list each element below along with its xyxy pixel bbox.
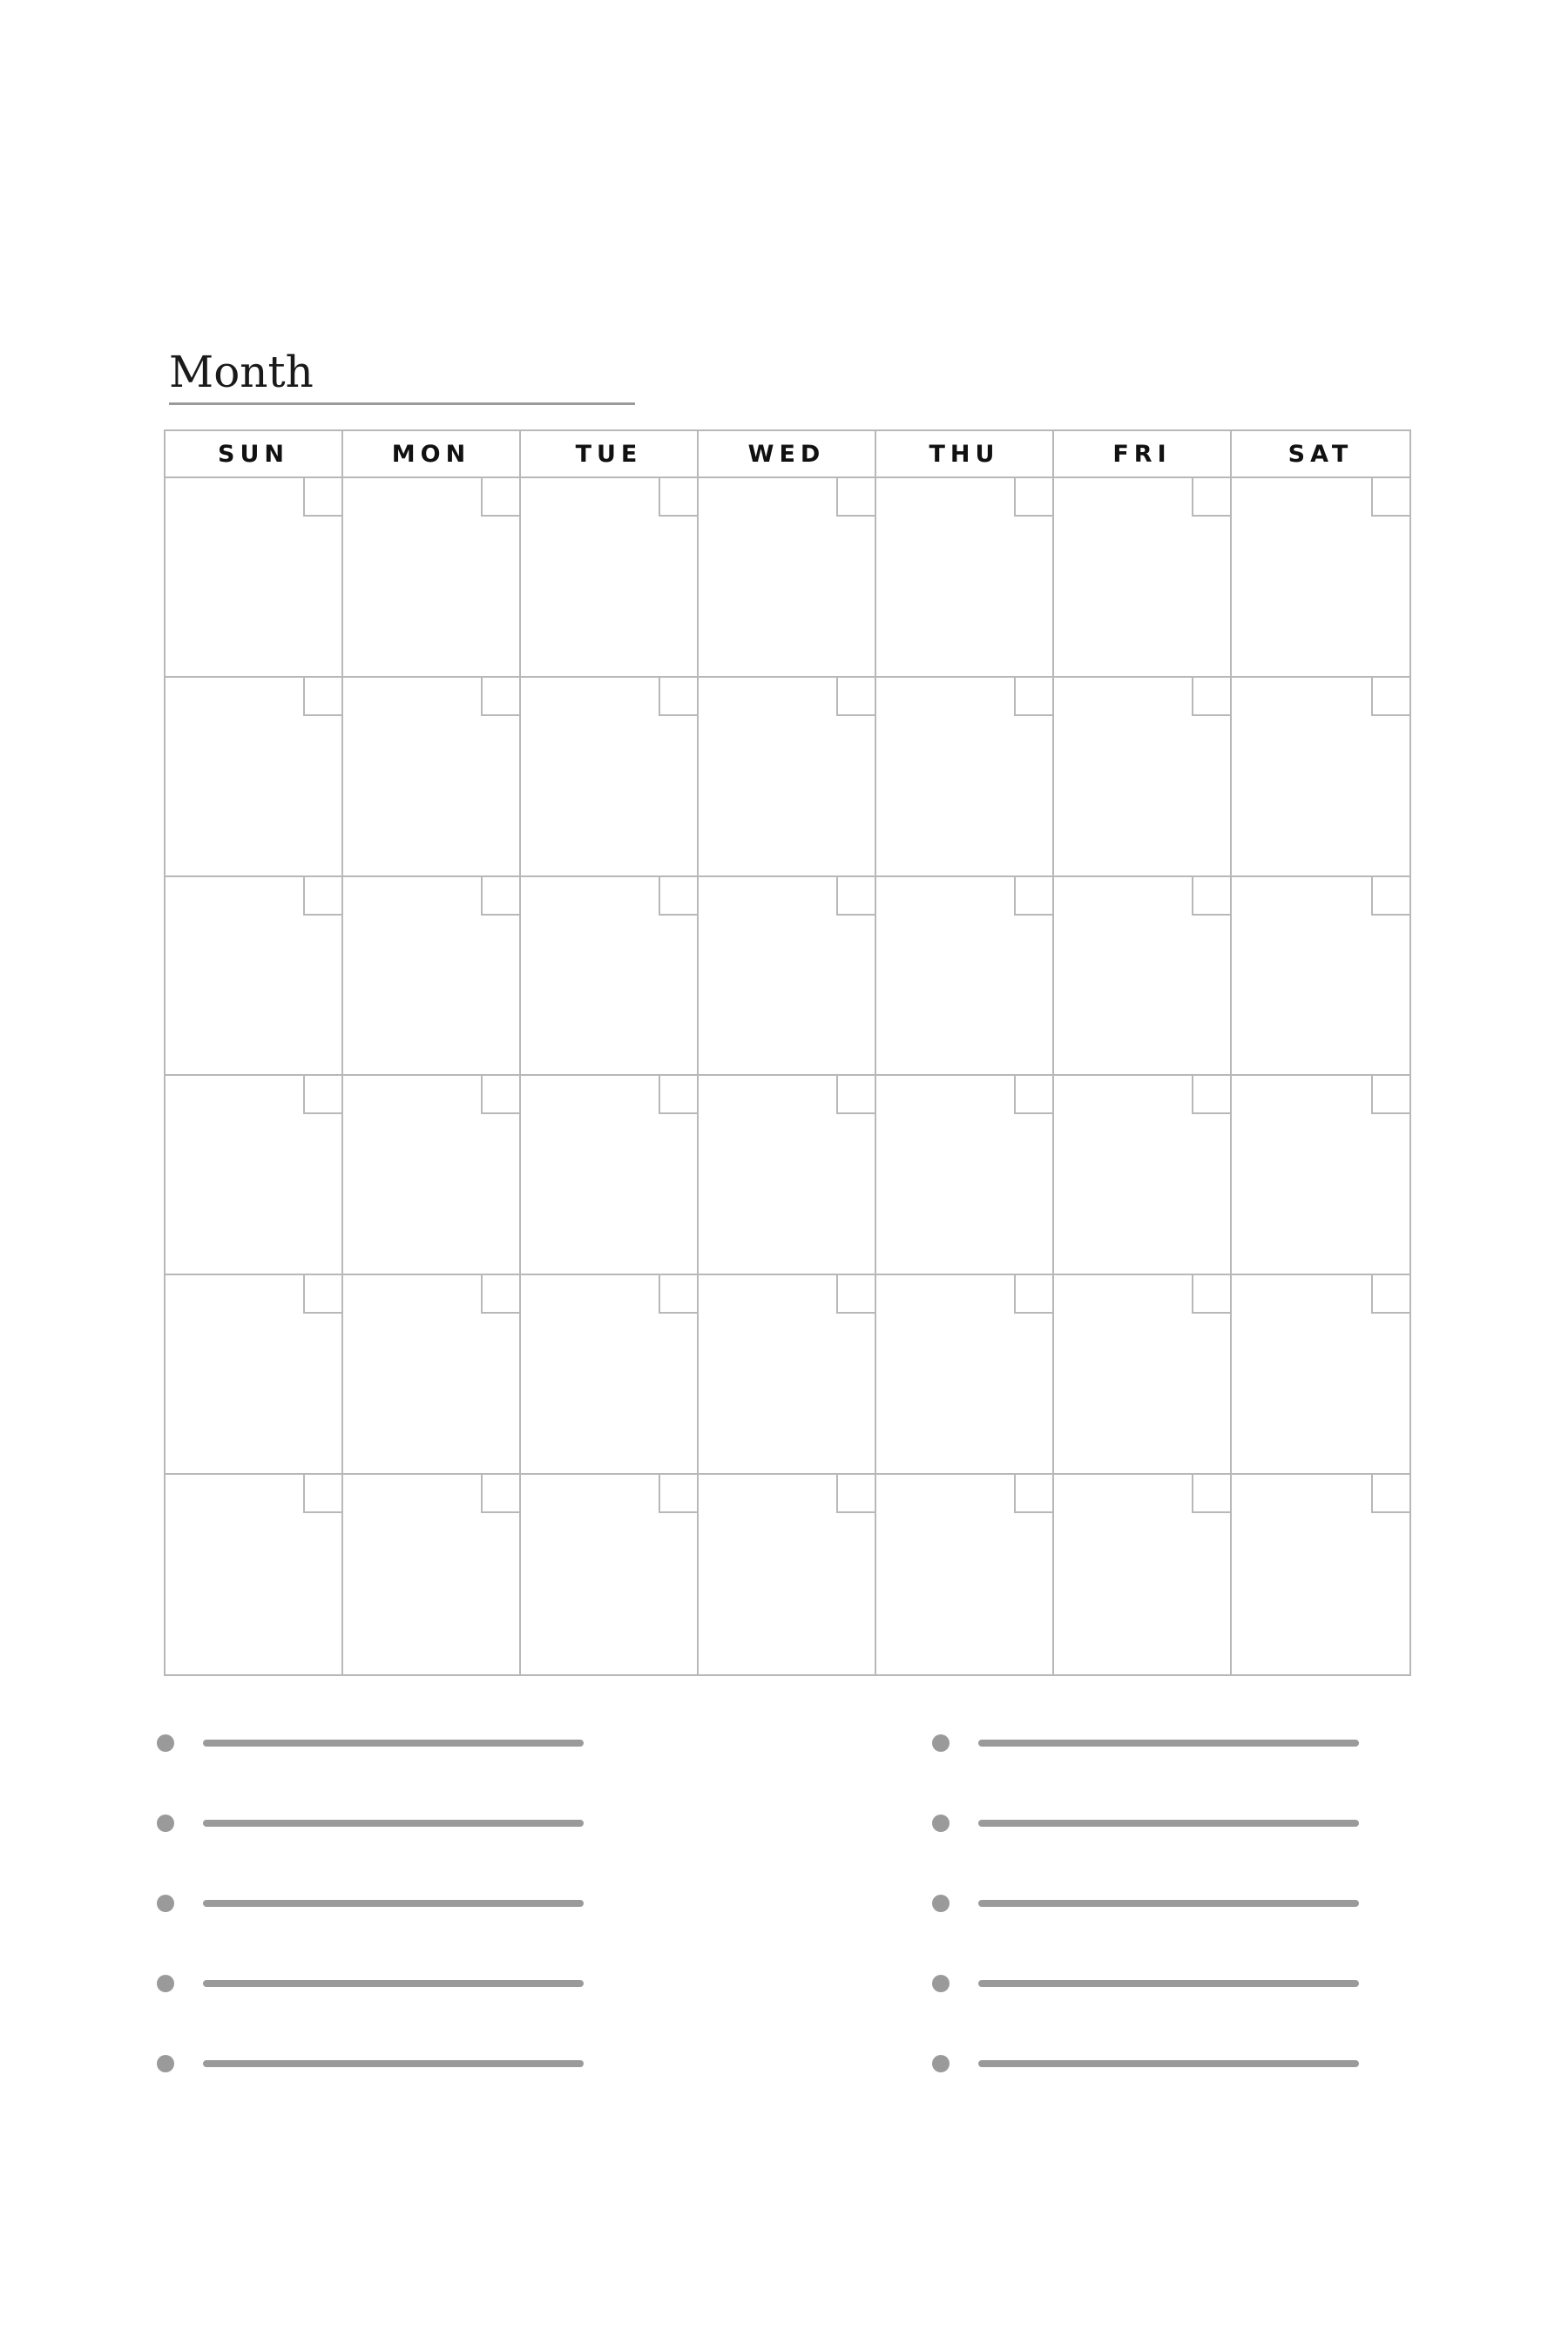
day-cell[interactable] xyxy=(876,478,1054,678)
writing-line xyxy=(978,2060,1359,2067)
day-cell[interactable] xyxy=(699,1475,876,1674)
weekday-header-sat: SAT xyxy=(1232,431,1409,478)
writing-line xyxy=(978,1740,1359,1747)
weekday-header-mon: MON xyxy=(343,431,521,478)
date-number-box[interactable] xyxy=(481,877,519,916)
note-line[interactable] xyxy=(932,1814,1368,1894)
day-cell[interactable] xyxy=(343,877,521,1077)
writing-line xyxy=(978,1900,1359,1907)
writing-line xyxy=(978,1980,1359,1987)
day-cell[interactable] xyxy=(166,1275,343,1475)
weekday-header-wed: WED xyxy=(699,431,876,478)
day-cell[interactable] xyxy=(166,1076,343,1275)
note-line[interactable] xyxy=(157,2054,592,2134)
note-line[interactable] xyxy=(932,1734,1368,1814)
date-number-box[interactable] xyxy=(303,1275,341,1314)
day-cell[interactable] xyxy=(699,678,876,877)
date-number-box[interactable] xyxy=(659,1076,697,1114)
day-cell[interactable] xyxy=(876,877,1054,1077)
date-number-box[interactable] xyxy=(481,478,519,517)
date-number-box[interactable] xyxy=(1371,1475,1409,1513)
writing-line xyxy=(203,1820,584,1827)
bullet-dot-icon xyxy=(157,2055,174,2072)
day-cell[interactable] xyxy=(521,877,699,1077)
day-cell[interactable] xyxy=(521,1275,699,1475)
date-number-box[interactable] xyxy=(659,478,697,517)
date-number-box[interactable] xyxy=(1371,877,1409,916)
day-cell[interactable] xyxy=(1232,678,1409,877)
date-number-box[interactable] xyxy=(1014,678,1052,716)
date-number-box[interactable] xyxy=(1192,1076,1230,1114)
writing-line xyxy=(203,1900,584,1907)
day-cell[interactable] xyxy=(521,678,699,877)
date-number-box[interactable] xyxy=(303,478,341,517)
bullet-dot-icon xyxy=(932,2055,950,2072)
date-number-box[interactable] xyxy=(836,1275,875,1314)
date-number-box[interactable] xyxy=(1371,1076,1409,1114)
bullet-dot-icon xyxy=(932,1975,950,1992)
day-cell[interactable] xyxy=(343,1475,521,1674)
weekday-header-fri: FRI xyxy=(1054,431,1232,478)
bullet-dot-icon xyxy=(157,1895,174,1912)
note-line[interactable] xyxy=(932,1974,1368,2054)
date-number-box[interactable] xyxy=(1192,877,1230,916)
note-line[interactable] xyxy=(157,1974,592,2054)
day-cell[interactable] xyxy=(521,478,699,678)
date-number-box[interactable] xyxy=(1192,678,1230,716)
month-title: Month xyxy=(169,347,314,397)
writing-line xyxy=(203,2060,584,2067)
date-number-box[interactable] xyxy=(836,1475,875,1513)
notes-list-left xyxy=(157,1734,592,2134)
day-cell[interactable] xyxy=(343,678,521,877)
date-number-box[interactable] xyxy=(836,478,875,517)
note-line[interactable] xyxy=(157,1734,592,1814)
day-cell[interactable] xyxy=(699,1275,876,1475)
date-number-box[interactable] xyxy=(659,678,697,716)
month-underline xyxy=(169,402,635,405)
date-number-box[interactable] xyxy=(481,1475,519,1513)
notes-list-right xyxy=(932,1734,1368,2134)
note-line[interactable] xyxy=(932,2054,1368,2134)
day-cell[interactable] xyxy=(1054,678,1232,877)
day-cell[interactable] xyxy=(343,478,521,678)
day-cell[interactable] xyxy=(1054,478,1232,678)
day-cell[interactable] xyxy=(166,478,343,678)
date-number-box[interactable] xyxy=(836,1076,875,1114)
date-number-box[interactable] xyxy=(659,1275,697,1314)
date-number-box[interactable] xyxy=(659,877,697,916)
day-cell[interactable] xyxy=(876,678,1054,877)
date-number-box[interactable] xyxy=(1371,478,1409,517)
date-number-box[interactable] xyxy=(1192,478,1230,517)
weekday-header-tue: TUE xyxy=(521,431,699,478)
date-number-box[interactable] xyxy=(1192,1475,1230,1513)
day-cell[interactable] xyxy=(876,1275,1054,1475)
day-cell[interactable] xyxy=(1232,478,1409,678)
date-number-box[interactable] xyxy=(659,1475,697,1513)
writing-line xyxy=(978,1820,1359,1827)
day-cell[interactable] xyxy=(343,1076,521,1275)
note-line[interactable] xyxy=(932,1894,1368,1974)
writing-line xyxy=(203,1980,584,1987)
date-number-box[interactable] xyxy=(836,678,875,716)
bullet-dot-icon xyxy=(157,1734,174,1752)
day-cell[interactable] xyxy=(166,678,343,877)
day-cell[interactable] xyxy=(876,1076,1054,1275)
date-number-box[interactable] xyxy=(1014,877,1052,916)
date-number-box[interactable] xyxy=(836,877,875,916)
day-cell[interactable] xyxy=(1054,1275,1232,1475)
date-number-box[interactable] xyxy=(303,1475,341,1513)
date-number-box[interactable] xyxy=(1192,1275,1230,1314)
weekday-header-thu: THU xyxy=(876,431,1054,478)
day-cell[interactable] xyxy=(1054,1475,1232,1674)
date-number-box[interactable] xyxy=(481,678,519,716)
day-cell[interactable] xyxy=(166,877,343,1077)
bullet-dot-icon xyxy=(932,1734,950,1752)
day-cell[interactable] xyxy=(699,1076,876,1275)
day-cell[interactable] xyxy=(1232,1475,1409,1674)
date-number-box[interactable] xyxy=(303,1076,341,1114)
day-cell[interactable] xyxy=(699,877,876,1077)
day-cell[interactable] xyxy=(1054,1076,1232,1275)
date-number-box[interactable] xyxy=(1371,1275,1409,1314)
day-cell[interactable] xyxy=(699,478,876,678)
writing-line xyxy=(203,1740,584,1747)
day-cell[interactable] xyxy=(1232,1275,1409,1475)
day-cell[interactable] xyxy=(1054,877,1232,1077)
note-line[interactable] xyxy=(157,1894,592,1974)
day-cell[interactable] xyxy=(1232,1076,1409,1275)
note-line[interactable] xyxy=(157,1814,592,1894)
date-number-box[interactable] xyxy=(1014,1275,1052,1314)
day-cell[interactable] xyxy=(343,1275,521,1475)
bullet-dot-icon xyxy=(157,1815,174,1832)
date-number-box[interactable] xyxy=(481,1275,519,1314)
day-cell[interactable] xyxy=(166,1475,343,1674)
date-number-box[interactable] xyxy=(1014,1076,1052,1114)
weekday-header-sun: SUN xyxy=(166,431,343,478)
date-number-box[interactable] xyxy=(481,1076,519,1114)
date-number-box[interactable] xyxy=(1371,678,1409,716)
bullet-dot-icon xyxy=(932,1815,950,1832)
day-cell[interactable] xyxy=(876,1475,1054,1674)
date-number-box[interactable] xyxy=(303,877,341,916)
bullet-dot-icon xyxy=(157,1975,174,1992)
day-cell[interactable] xyxy=(521,1076,699,1275)
bullet-dot-icon xyxy=(932,1895,950,1912)
date-number-box[interactable] xyxy=(1014,1475,1052,1513)
day-cell[interactable] xyxy=(1232,877,1409,1077)
date-number-box[interactable] xyxy=(303,678,341,716)
day-cell[interactable] xyxy=(521,1475,699,1674)
date-number-box[interactable] xyxy=(1014,478,1052,517)
calendar-grid xyxy=(164,429,1411,1676)
